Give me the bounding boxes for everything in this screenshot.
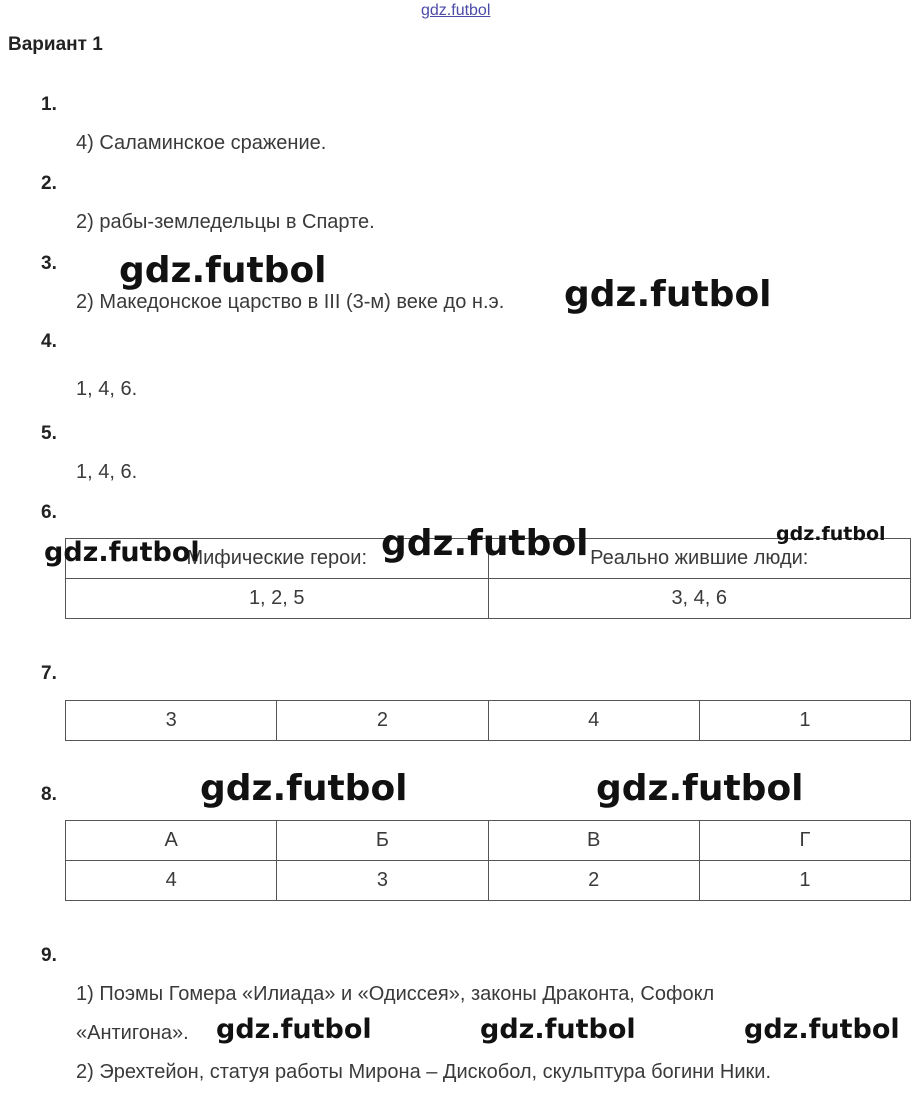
table-cell: 4 (488, 701, 699, 741)
table-header-cell: Г (699, 821, 910, 861)
watermark: gdz.futbol (119, 250, 327, 291)
question-3-answer: 2) Македонское царство в III (3-м) веке до н.э. (76, 291, 505, 313)
question-7-table (65, 700, 911, 741)
watermark: gdz.futbol (744, 1014, 900, 1045)
question-9-number: 9. (41, 945, 57, 966)
table-cell: 1, 2, 5 (66, 579, 489, 619)
question-9-line-2: «Антигона». (76, 1022, 189, 1044)
question-4-number: 4. (41, 331, 57, 352)
question-2-answer: 2) рабы-земледельцы в Спарте. (76, 211, 375, 233)
table-cell: 2 (277, 701, 488, 741)
table-cell: 4 (66, 861, 277, 901)
variant-title: Вариант 1 (8, 34, 103, 55)
watermark: gdz.futbol (564, 274, 772, 315)
table-cell: 3 (66, 701, 277, 741)
question-9-line-1: 1) Поэмы Гомера «Илиада» и «Одиссея», законы Драконта, Софокл (76, 983, 715, 1005)
table-header-cell: Б (277, 821, 488, 861)
watermark: gdz.futbol (596, 768, 804, 809)
question-9-line-3: 2) Эрехтейон, статуя работы Мирона – Дискобол, скульптура богини Ники. (76, 1061, 771, 1083)
question-4-answer: 1, 4, 6. (76, 378, 138, 400)
table-header-cell: А (66, 821, 277, 861)
question-8-number: 8. (41, 784, 57, 805)
watermark: gdz.futbol (200, 768, 408, 809)
question-3-number: 3. (41, 253, 57, 274)
table-header-cell: В (488, 821, 699, 861)
watermark-top: gdz.futbol (421, 2, 491, 19)
table-header-cell: Мифические герои: (66, 539, 489, 579)
question-5-answer: 1, 4, 6. (76, 461, 138, 483)
watermark: gdz.futbol (776, 523, 886, 545)
question-5-number: 5. (41, 423, 57, 444)
table-header-cell: Реально жившие люди: (488, 539, 911, 579)
watermark: gdz.futbol (216, 1014, 372, 1045)
table-cell: 3 (277, 861, 488, 901)
question-1-number: 1. (41, 94, 57, 115)
question-7-number: 7. (41, 663, 57, 684)
table-cell: 1 (699, 701, 910, 741)
watermark: gdz.futbol (480, 1014, 636, 1045)
question-2-number: 2. (41, 173, 57, 194)
table-cell: 3, 4, 6 (488, 579, 911, 619)
watermark: gdz.futbol (381, 523, 589, 564)
question-1-answer: 4) Саламинское сражение. (76, 132, 327, 154)
table-cell: 1 (699, 861, 910, 901)
table-cell: 2 (488, 861, 699, 901)
question-6-number: 6. (41, 502, 57, 523)
question-8-table (65, 820, 911, 901)
watermark: gdz.futbol (44, 537, 200, 568)
